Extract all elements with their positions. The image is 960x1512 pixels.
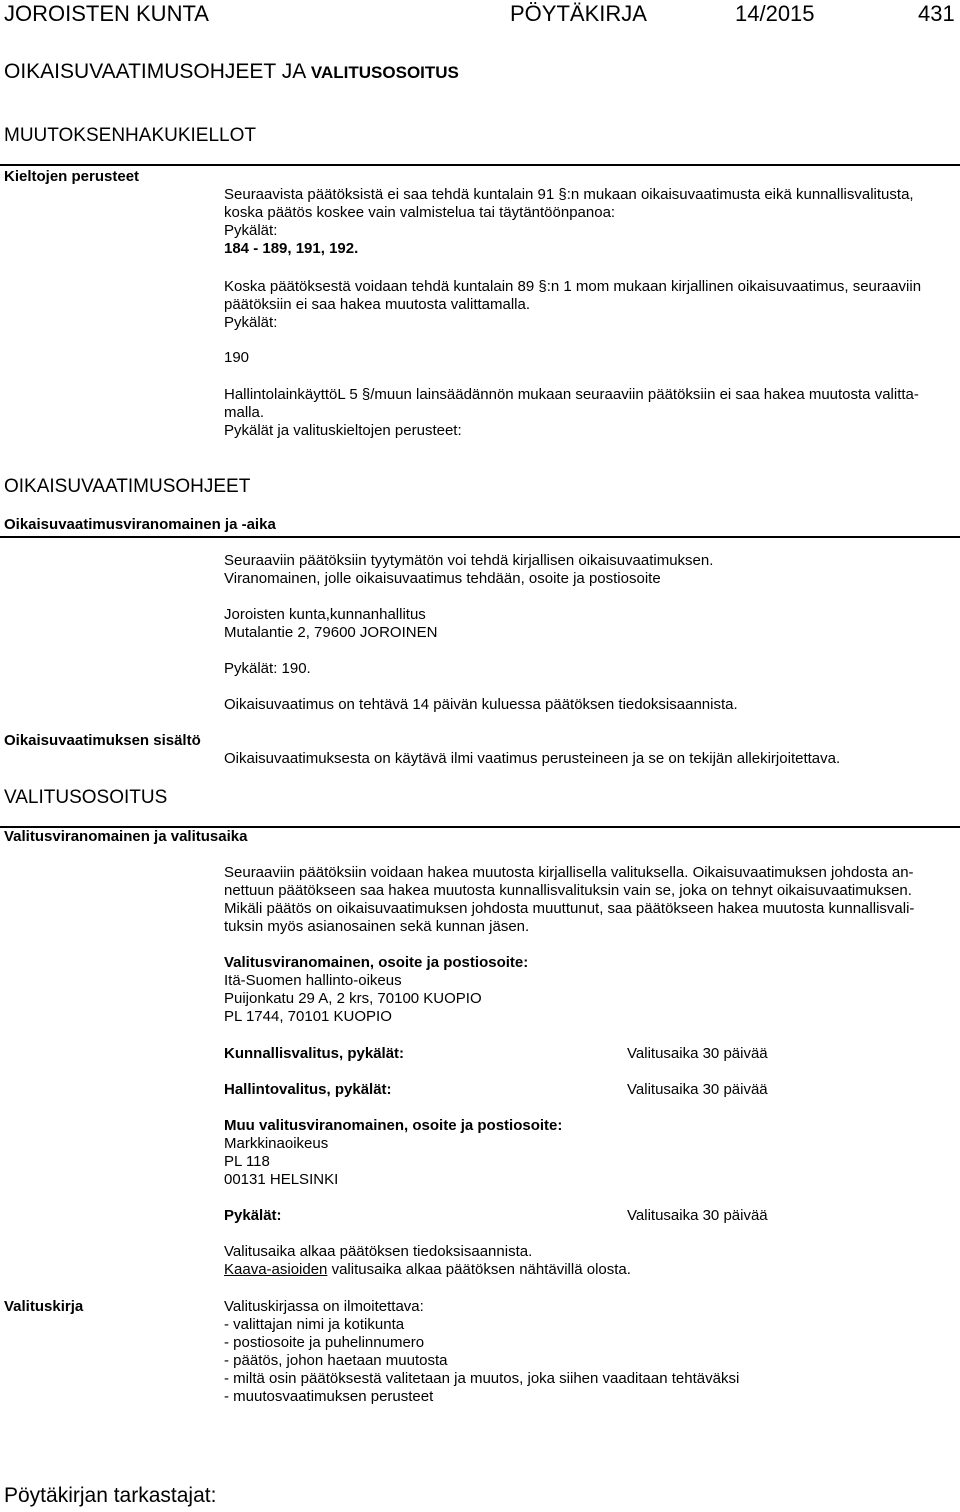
address-line: Puijonkatu 29 A, 2 krs, 70100 KUOPIO [224, 990, 482, 1007]
page-title [4, 60, 459, 84]
section-rule [0, 536, 960, 538]
section-rule [0, 826, 960, 828]
text-line: malla. [224, 404, 265, 421]
section-heading-muutoksenhakukiellot: MUUTOKSENHAKUKIELLOT [4, 125, 256, 146]
section-label-sisalto: Oikaisuvaatimuksen sisältö [4, 732, 201, 749]
other-authority-title: Muu valitusviranomainen, osoite ja postiosoite: [224, 1117, 563, 1134]
text-line: Oikaisuvaatimus on tehtävä 14 päivän kuluessa päätöksen tiedoksisaannista. [224, 696, 738, 713]
org-name: JOROISTEN KUNTA [4, 1, 209, 26]
list-item: - miltä osin päätöksestä valitetaan ja muutos, joka siihen vaaditaan tehtäväksi [224, 1370, 740, 1387]
text-line: Viranomainen, jolle oikaisuvaatimus tehdään, osoite ja postiosoite [224, 570, 661, 587]
text-line: Pykälät ja valituskieltojen perusteet: [224, 422, 462, 439]
text-line: Mikäli päätös on oikaisuvaatimuksen johdosta muuttunut, saa päätökseen hakea muutosta kunnallisvali- [224, 900, 915, 917]
text-line: tuksin myös asianosainen sekä kunnan jäsen. [224, 918, 530, 935]
address-line: Itä-Suomen hallinto-oikeus [224, 972, 402, 989]
address-line: PL 1744, 70101 KUOPIO [224, 1008, 392, 1025]
section-heading-valitusosoitus: VALITUSOSOITUS [4, 787, 168, 808]
hallintovalitus-label: Hallintovalitus, pykälät: [224, 1081, 392, 1098]
text-line: Valitusaika alkaa päätöksen tiedoksisaannista. [224, 1243, 533, 1260]
page-title-part1: OIKAISUVAATIMUSOHJEET JA [4, 60, 306, 83]
kunnallisvalitus-label: Kunnallisvalitus, pykälät: [224, 1045, 405, 1062]
page-number: 431 [918, 1, 955, 26]
section-label-valitusviranomainen: Valitusviranomainen ja valitusaika [4, 828, 248, 845]
address-line: PL 118 [224, 1153, 270, 1170]
text-fragment: valitusaika alkaa päätöksen nähtävillä olosta. [327, 1261, 631, 1278]
address-line: Joroisten kunta,kunnanhallitus [224, 606, 426, 623]
text-line: Oikaisuvaatimuksesta on käytävä ilmi vaatimus perusteineen ja se on tekijän allekirjoitettava. [224, 750, 841, 767]
section-label-valituskirja: Valituskirja [4, 1298, 84, 1315]
authority-title: Valitusviranomainen, osoite ja postiosoite: [224, 954, 529, 971]
page-title-part2: VALITUSOSOITUS [310, 63, 459, 82]
other-time: Valitusaika 30 päivää [627, 1207, 768, 1224]
text-line: Seuraaviin päätöksiin voidaan hakea muutosta kirjallisella valituksella. Oikaisuvaatimuksen johdosta an- [224, 864, 914, 881]
text-line: Seuraavista päätöksistä ei saa tehdä kuntalain 91 §:n mukaan oikaisuvaatimusta eikä kunnallisvalitusta, [224, 186, 914, 203]
footer-label: Pöytäkirjan tarkastajat: [4, 1484, 217, 1507]
document-type: PÖYTÄKIRJA [510, 1, 647, 26]
list-item: - postiosoite ja puhelinnumero [224, 1334, 425, 1351]
section-label-viranomainen-aika: Oikaisuvaatimusviranomainen ja -aika [4, 516, 276, 533]
text-line: Pykälät: 190. [224, 660, 311, 677]
hallintovalitus-time: Valitusaika 30 päivää [627, 1081, 768, 1098]
section-heading-oikaisuvaatimusohjeet: OIKAISUVAATIMUSOHJEET [4, 476, 251, 497]
pykalat-numbers: 184 - 189, 191, 192. [224, 240, 359, 257]
other-pykalat-label: Pykälät: [224, 1207, 282, 1224]
text-line: Valituskirjassa on ilmoitettava: [224, 1298, 424, 1315]
text-line: HallintolainkäyttöL 5 §/muun lainsäädännön mukaan seuraaviin päätöksiin ei saa hakea muutosta valitta- [224, 386, 919, 403]
section-rule [0, 164, 960, 166]
text-line: päätöksiin ei saa hakea muutosta valittamalla. [224, 296, 531, 313]
text-line: nettuun päätökseen saa hakea muutosta kunnallisvalituksin vain se, joka on tehnyt oikaisuvaatimuksen. [224, 882, 912, 899]
section-label-kieltojen-perusteet: Kieltojen perusteet [4, 168, 140, 185]
address-line: Markkinaoikeus [224, 1135, 329, 1152]
document-number: 14/2015 [735, 1, 815, 26]
text-line [224, 1261, 631, 1279]
text-line: koska päätös koskee vain valmistelua tai täytäntöönpanoa: [224, 204, 616, 221]
kaava-asioiden-link: Kaava-asioiden [224, 1261, 328, 1278]
list-item: - päätös, johon haetaan muutosta [224, 1352, 448, 1369]
pykalat-numbers: 190 [224, 349, 250, 366]
text-line: Pykälät: [224, 222, 278, 239]
address-line: Mutalantie 2, 79600 JOROINEN [224, 624, 438, 641]
address-line: 00131 HELSINKI [224, 1171, 339, 1188]
kunnallisvalitus-time: Valitusaika 30 päivää [627, 1045, 768, 1062]
text-line: Seuraaviin päätöksiin tyytymätön voi tehdä kirjallisen oikaisuvaatimuksen. [224, 552, 714, 569]
list-item: - valittajan nimi ja kotikunta [224, 1316, 405, 1333]
list-item: - muutosvaatimuksen perusteet [224, 1388, 434, 1405]
text-line: Koska päätöksestä voidaan tehdä kuntalain 89 §:n 1 mom mukaan kirjallinen oikaisuvaatimus, seuraaviin [224, 278, 922, 295]
text-line: Pykälät: [224, 314, 278, 331]
